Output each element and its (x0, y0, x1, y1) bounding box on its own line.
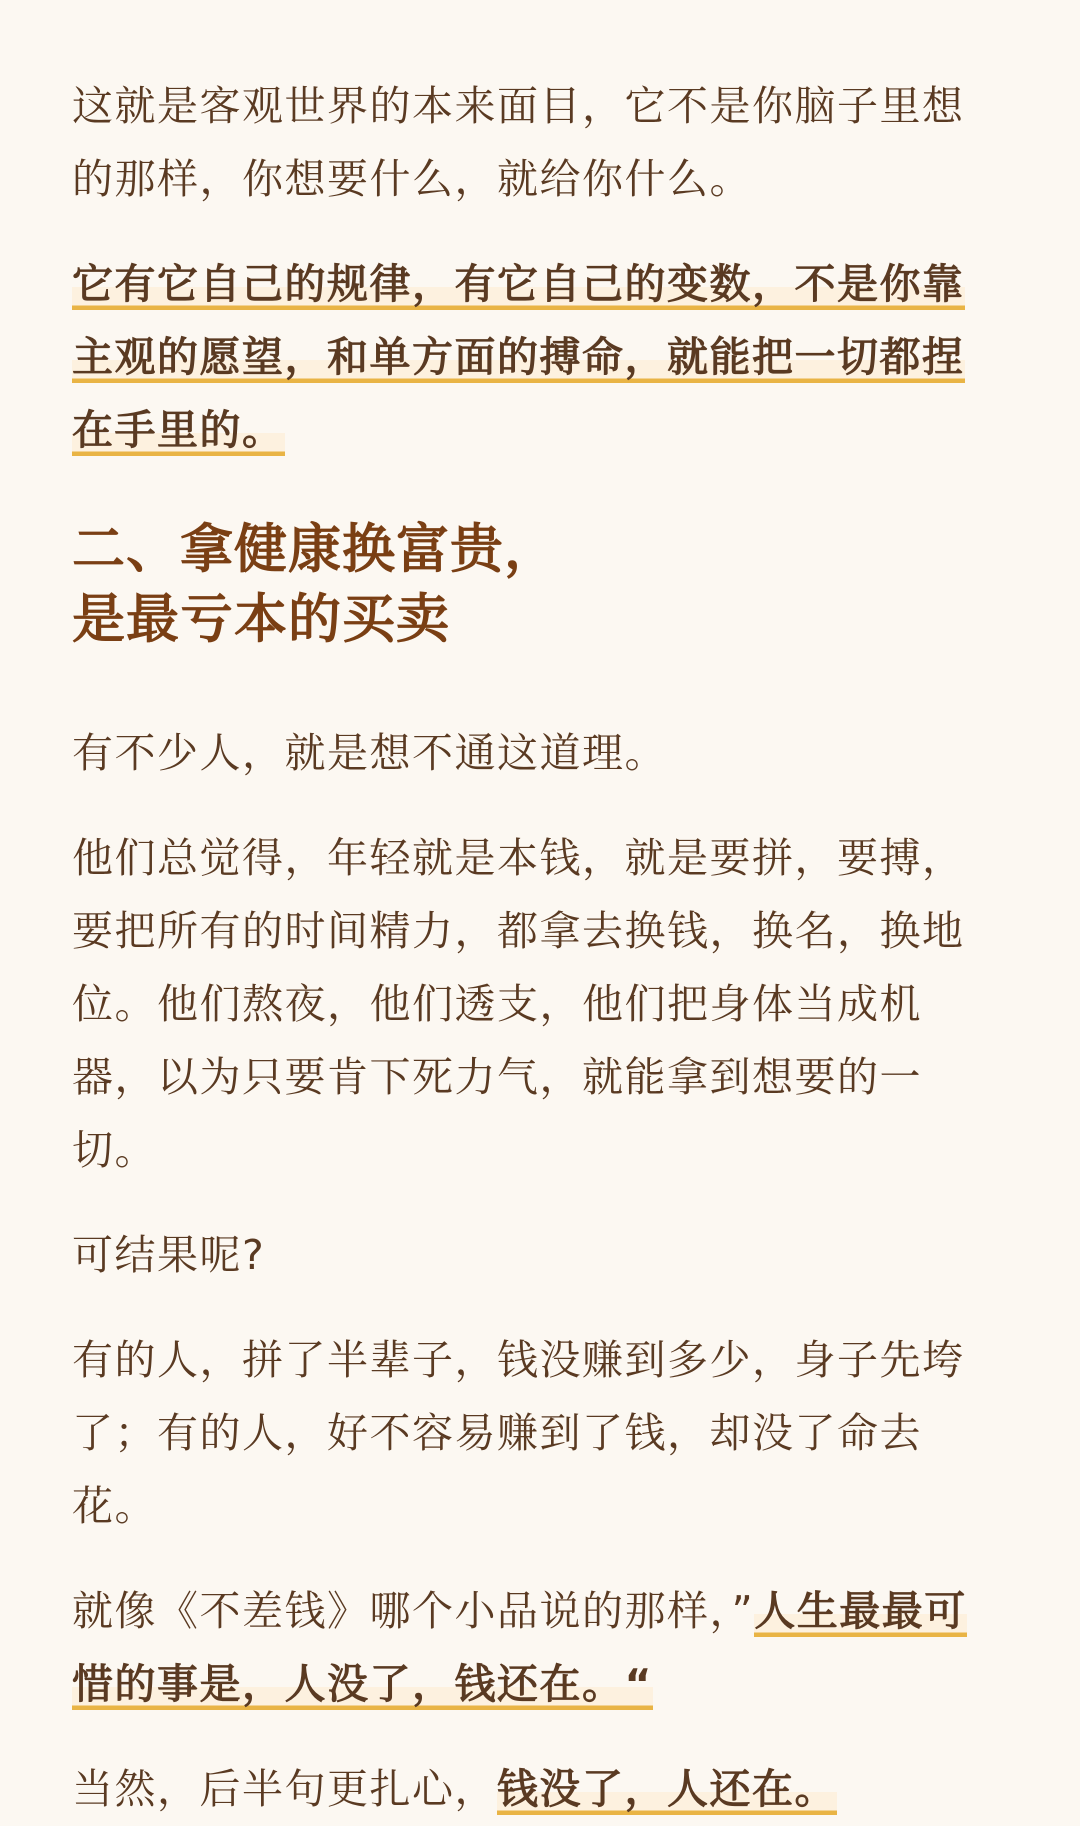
paragraph-7-highlight: 人生最最可惜的事是，人没了，钱还在。“ (72, 1587, 967, 1708)
section-heading-line-2: 是最亏本的买卖 (72, 589, 450, 650)
paragraph-6: 有的人，拼了半辈子，钱没赚到多少，身子先垮了；有的人，好不容易赚到了钱，却没了命去花。 (72, 1336, 965, 1530)
paragraph-2-highlighted (72, 248, 986, 467)
paragraph-7 (72, 1575, 986, 1721)
paragraph-7-text: 就像《不差钱》哪个小品说的那样，” (72, 1587, 755, 1635)
section-heading-line-1: 二、拿健康换富贵， (72, 519, 558, 580)
paragraph-3: 有不少人，就是想不通这道理。 (72, 729, 667, 777)
paragraph-8-text: 当然，后半句更扎心， (72, 1765, 497, 1813)
paragraph-5: 可结果呢? (72, 1231, 266, 1279)
section-heading (72, 515, 986, 655)
paragraph-8 (72, 1753, 986, 1826)
paragraph-8-highlight: 钱没了，人还在。 (497, 1765, 837, 1813)
paragraph-4: 他们总觉得，年轻就是本钱，就是要拼，要搏，要把所有的时间精力，都拿去换钱，换名，换地位。他们熬夜，他们透支，他们把身体当成机器，以为只要肯下死力气，就能拿到想要的一切。 (72, 834, 965, 1174)
paragraph-1: 这就是客观世界的本来面目，它不是你脑子里想的那样，你想要什么，就给你什么。 (72, 82, 965, 203)
highlight-text: 它有它自己的规律，有它自己的变数，不是你靠主观的愿望，和单方面的搏命，就能把一切都捏在手里的。 (72, 260, 965, 454)
